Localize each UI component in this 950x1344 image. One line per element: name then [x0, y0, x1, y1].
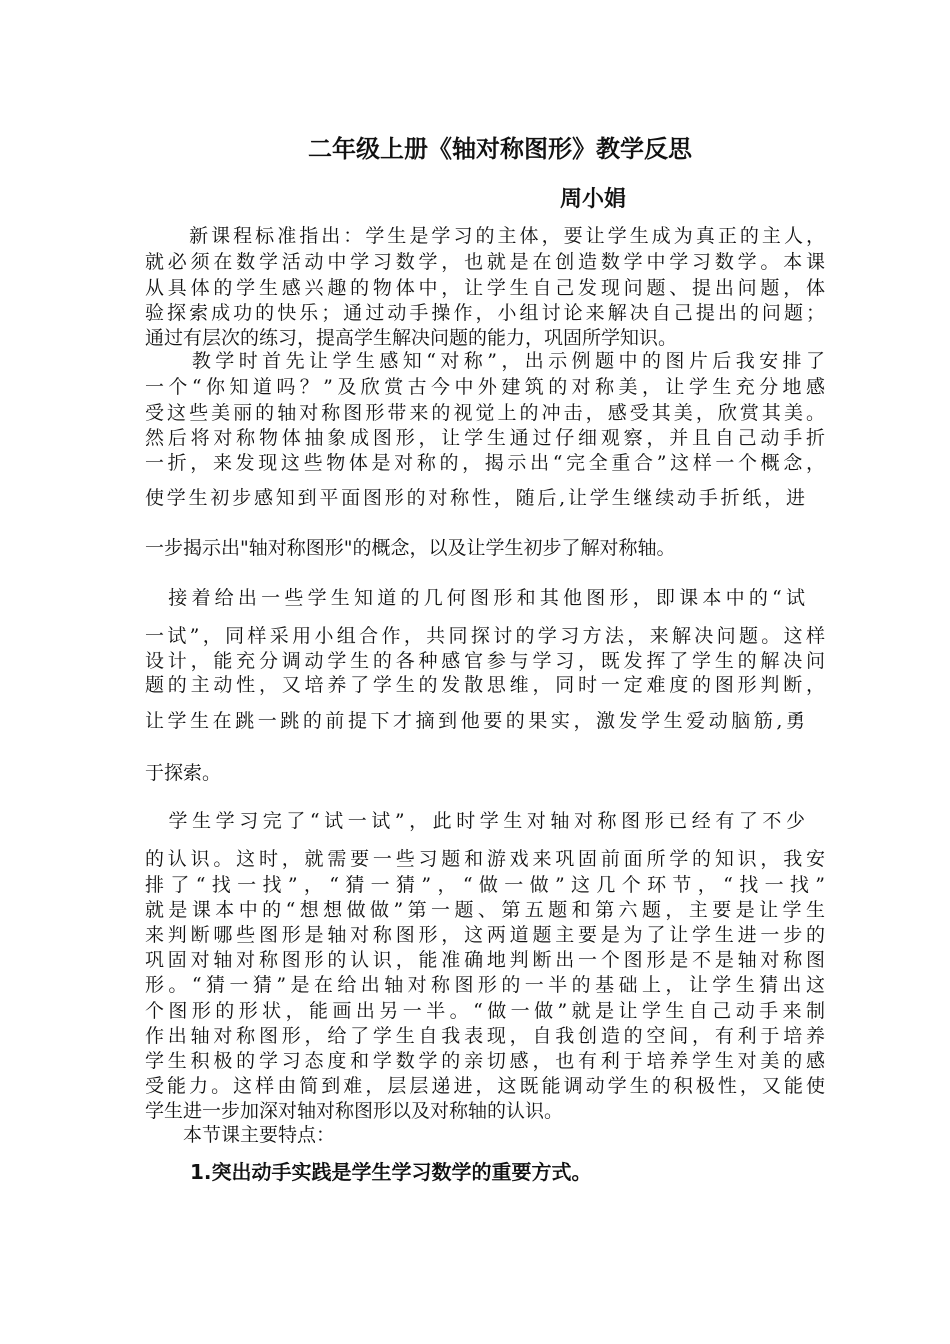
body-line: 使学生初步感知到平面图形的对称性，随后,让学生继续动手折纸，进	[145, 487, 805, 509]
body-line: 受这些美丽的轴对称图形带来的视觉上的冲击，感受其美，欣赏其美。	[145, 402, 825, 424]
body-line: 让学生在跳一跳的前提下才摘到他要的果实，激发学生爱动脑筋,勇	[145, 710, 805, 732]
body-line: 就是课本中的“想想做做”第一题、第五题和第六题，主要是让学生	[145, 899, 825, 921]
body-line: 通过有层次的练习，提高学生解决问题的能力，巩固所学知识。	[145, 327, 678, 349]
body-line: 巩固对轴对称图形的认识，能准确地判断出一个图形是不是轴对称图	[145, 949, 825, 971]
body-line: 一个“你知道吗？”及欣赏古今中外建筑的对称美，让学生充分地感	[145, 376, 825, 398]
body-line: 题的主动性，又培养了学生的发散思维，同时一定难度的图形判断，	[145, 674, 825, 696]
author-name: 周小娟	[560, 187, 627, 212]
body-line: 一折，来发现这些物体是对称的，揭示出“完全重合”这样一个概念，	[145, 452, 825, 474]
body-line: 本节课主要特点：	[145, 1124, 336, 1146]
body-line: 个图形的形状，能画出另一半。“做一做”就是让学生自己动手来制	[145, 1000, 825, 1022]
body-line: 的认识。这时，就需要一些习题和游戏来巩固前面所学的知识，我安	[145, 848, 825, 870]
body-line: 作出轴对称图形，给了学生自我表现，自我创造的空间，有利于培养	[145, 1025, 825, 1047]
body-line: 一试”，同样采用小组合作，共同探讨的学习方法，来解决问题。这样	[145, 625, 825, 647]
body-line: 就必须在数学活动中学习数学，也就是在创造数学中学习数学。本课	[145, 251, 825, 273]
body-line: 从具体的学生感兴趣的物体中，让学生自己发现问题、提出问题，体	[145, 277, 825, 299]
body-line: 受能力。这样由简到难，层层递进，这既能调动学生的积极性，又能使	[145, 1075, 825, 1097]
body-line: 教学时首先让学生感知“对称”，出示例题中的图片后我安排了	[145, 350, 825, 372]
body-line: 设计，能充分调动学生的各种感官参与学习，既发挥了学生的解决问	[145, 650, 825, 672]
body-line: 一步揭示出"轴对称图形"的概念，以及让学生初步了解对称轴。	[145, 537, 676, 559]
body-line: 验探索成功的快乐；通过动手操作，小组讨论来解决自己提出的问题；	[145, 302, 825, 324]
body-line: 接着给出一些学生知道的几何图形和其他图形，即课本中的“试	[145, 587, 805, 609]
body-line: 学生积极的学习态度和学数学的亲切感，也有利于培养学生对美的感	[145, 1050, 825, 1072]
body-line: 然后将对称物体抽象成图形，让学生通过仔细观察，并且自己动手折	[145, 427, 825, 449]
body-line: 学生进一步加深对轴对称图形以及对称轴的认识。	[145, 1100, 564, 1122]
body-line: 排了“找一找”，“猜一猜”，“做一做”这几个环节，“找一找”	[145, 874, 825, 896]
document-title: 二年级上册《轴对称图形》教学反思	[308, 135, 692, 163]
body-line: 于探索。	[145, 762, 222, 784]
section-heading: 1.突出动手实践是学生学习数学的重要方式。	[190, 1160, 592, 1184]
body-line: 来判断哪些图形是轴对称图形，这两道题主要是为了让学生进一步的	[145, 924, 825, 946]
body-line: 形。“猜一猜”是在给出轴对称图形的一半的基础上，让学生猜出这	[145, 974, 825, 996]
body-line: 新课程标准指出：学生是学习的主体，要让学生成为真正的主人，	[145, 225, 825, 247]
body-line: 学生学习完了“试一试”，此时学生对轴对称图形已经有了不少	[145, 810, 805, 832]
